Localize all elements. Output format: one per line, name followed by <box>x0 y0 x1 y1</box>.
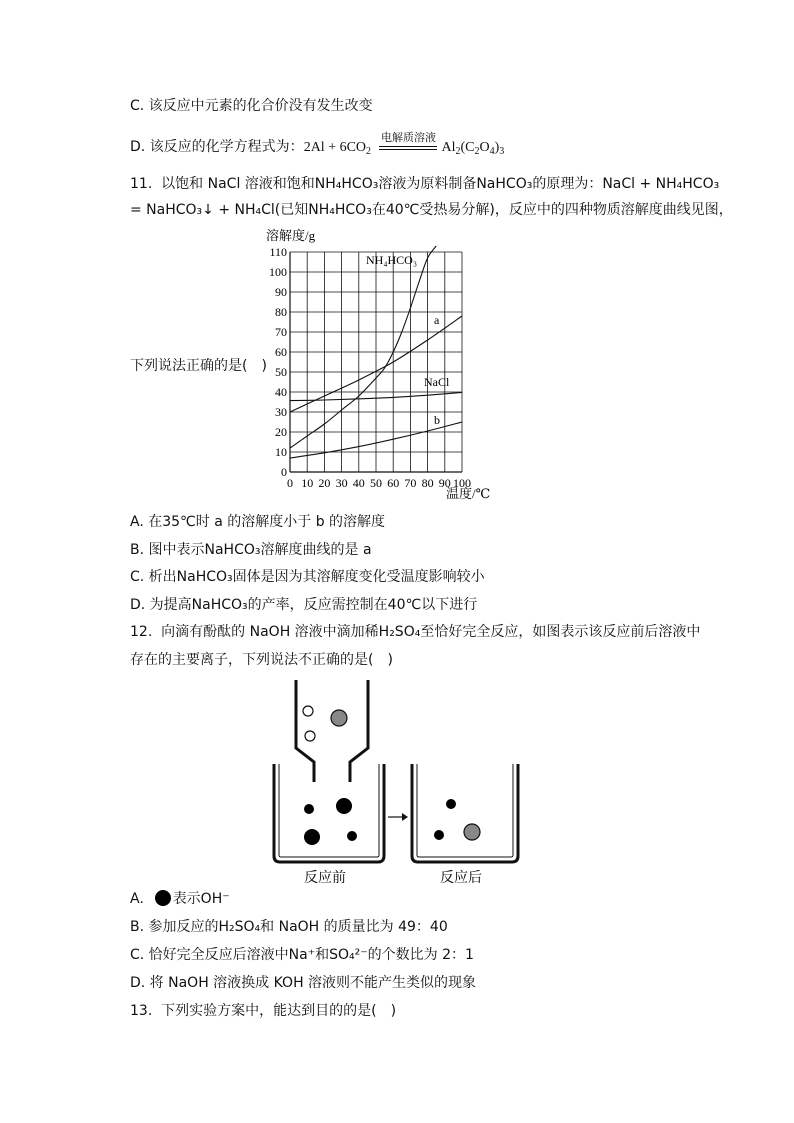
ion-large-black <box>304 829 320 845</box>
curve-NH₄HCO₃ <box>290 246 436 448</box>
y-tick-label: 20 <box>275 425 287 439</box>
y-tick-label: 50 <box>275 365 287 379</box>
q11-option-a: A. 在35℃时 a 的溶解度小于 b 的溶解度 <box>130 514 386 530</box>
y-tick-label: 100 <box>269 265 287 279</box>
q10-eq-rhs: $Al_2(C_2O_4)_3$ <box>441 140 505 157</box>
q11-number: 11. <box>130 176 153 192</box>
q13-number: 13. <box>130 1003 153 1019</box>
ion-white <box>305 731 315 741</box>
x-tick-label: 10 <box>301 476 314 490</box>
q12-option-d: D. 将 NaOH 溶液换成 KOH 溶液则不能产生类似的现象 <box>130 975 477 991</box>
chart-grid <box>290 252 462 472</box>
q10-eq-condition-label: 电解质溶液 <box>380 131 436 144</box>
ion-small-black <box>347 831 357 841</box>
chart-ticks <box>269 245 471 490</box>
q11-stem-line-3: 下列说法正确的是( ) <box>130 358 267 374</box>
q11-stem-line-1: 11. 以饱和 NaCl 溶液和饱和NH₄HCO₃溶液为原料制备NaHCO₃的原理为：NaCl + NH₄HCO₃ <box>130 176 720 192</box>
y-tick-label: 40 <box>275 385 287 399</box>
y-tick-label: 10 <box>275 445 287 459</box>
curve-label-a: a <box>434 313 440 327</box>
beaker-before <box>274 764 384 862</box>
y-tick-label: 30 <box>275 405 287 419</box>
q12-option-b: B. 参加反应的H₂SO₄和 NaOH 的质量比为 49：40 <box>130 919 448 935</box>
y-tick-label: 60 <box>275 345 287 359</box>
curve-label-b: b <box>434 413 440 427</box>
x-tick-label: 80 <box>421 476 434 490</box>
y-tick-label: 0 <box>281 465 287 479</box>
q12-stem-line-2: 存在的主要离子，下列说法不正确的是( ) <box>130 652 393 668</box>
curve-label-nacl: NaCl <box>424 375 450 389</box>
ion-small-black <box>434 830 444 840</box>
y-tick-label: 70 <box>275 325 287 339</box>
label-after: 反应后 <box>440 870 482 886</box>
ion-large-black <box>336 798 352 814</box>
ion-gray <box>464 824 480 840</box>
ion-small-black <box>304 804 314 814</box>
q12-option-a: A. 表示OH⁻ <box>130 891 230 907</box>
x-tick-label: 0 <box>287 476 293 490</box>
q10-option-d-prefix: D. 该反应的化学方程式为： <box>130 139 304 155</box>
beaker-after <box>412 764 518 862</box>
y-tick-label: 80 <box>275 305 287 319</box>
arrow-icon <box>402 813 408 821</box>
x-tick-label: 60 <box>387 476 400 490</box>
ion-small-black <box>446 799 456 809</box>
hydroxide-ion-icon <box>155 890 171 906</box>
y-tick-label: 110 <box>269 245 287 259</box>
label-before: 反应前 <box>304 870 346 886</box>
x-tick-label: 50 <box>370 476 382 490</box>
q10-eq-lhs: $2Al + 6CO_2$ <box>303 140 372 157</box>
q12-option-c: C. 恰好完全反应后溶液中Na⁺和SO₄²⁻的个数比为 2：1 <box>130 947 474 963</box>
q11-option-b: B. 图中表示NaHCO₃溶解度曲线的是 a <box>130 542 372 558</box>
x-tick-label: 100 <box>453 476 471 490</box>
x-tick-label: 40 <box>352 476 365 490</box>
curve-label-nh4hco3: NH₄HCO₃ <box>366 253 418 267</box>
x-tick-label: 70 <box>404 476 417 490</box>
y-tick-label: 90 <box>275 285 287 299</box>
x-axis-label: 温度/℃ <box>446 486 491 501</box>
q11-option-c: C. 析出NaHCO₃固体是因为其溶解度变化受温度影响较小 <box>130 569 485 585</box>
q11-option-d: D. 为提高NaHCO₃的产率，反应需控制在40℃以下进行 <box>130 597 478 613</box>
q11-stem-line-2: = NaHCO₃↓ + NH₄Cl(已知NH₄HCO₃在40℃受热易分解)，反应中的四种物质溶解度曲线见图， <box>130 202 733 218</box>
q12-stem-line-1: 12. 向滴有酚酞的 NaOH 溶液中滴加稀H₂SO₄至恰好完全反应，如图表示该反应前后溶液中 <box>130 624 701 640</box>
y-axis-label: 溶解度/g <box>266 228 316 243</box>
ion-gray <box>331 710 347 726</box>
x-tick-label: 30 <box>335 476 348 490</box>
q13-stem: 13. 下列实验方案中，能达到目的的是( ) <box>130 1003 397 1019</box>
x-tick-label: 90 <box>438 476 451 490</box>
solubility-chart <box>258 222 508 504</box>
ion-diagram <box>260 676 530 890</box>
q10-eq-condition <box>379 131 437 150</box>
ion-white <box>303 706 313 716</box>
q10-option-d <box>130 131 505 162</box>
x-tick-label: 20 <box>318 476 331 490</box>
q10-option-c: C. 该反应中元素的化合价没有发生改变 <box>130 98 373 114</box>
q12-number: 12. <box>130 624 153 640</box>
